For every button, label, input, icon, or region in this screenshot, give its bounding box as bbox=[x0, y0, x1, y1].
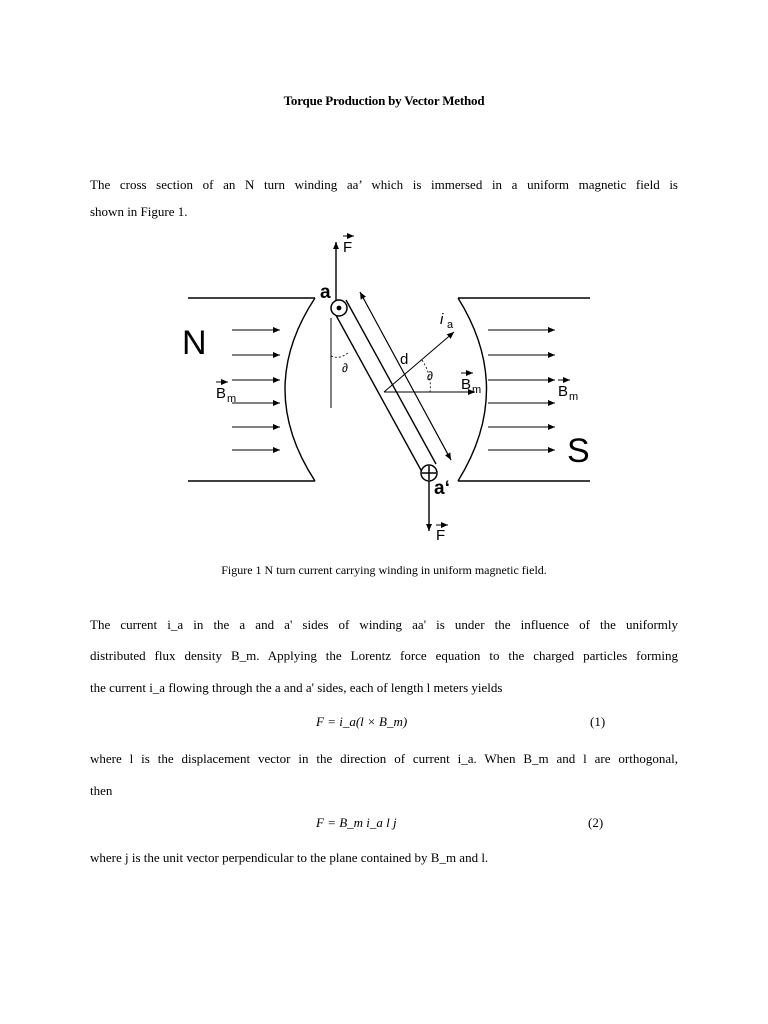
field-arrows-left bbox=[232, 330, 280, 450]
north-pole bbox=[188, 298, 315, 481]
svg-text:F: F bbox=[436, 527, 446, 544]
intro-line-2: shown in Figure 1. bbox=[90, 204, 188, 219]
svg-text:i: i bbox=[440, 311, 444, 328]
svg-text:B: B bbox=[461, 376, 472, 393]
label-south: S bbox=[567, 432, 590, 470]
label-flux-left bbox=[216, 382, 236, 405]
svg-text:m: m bbox=[472, 384, 482, 396]
label-flux-right bbox=[558, 380, 578, 403]
winding-aa bbox=[332, 300, 436, 472]
svg-text:B: B bbox=[558, 383, 569, 400]
svg-text:F: F bbox=[343, 239, 353, 256]
conductor-a-dot-icon bbox=[331, 300, 347, 316]
equation-2: F = B_m i_a l j bbox=[316, 815, 397, 830]
angle-arc-a bbox=[331, 352, 349, 357]
field-arrows-right bbox=[488, 330, 555, 450]
body-line-2: distributed flux density B_m. Applying the Lorentz force equation to the charged particles forming bbox=[90, 648, 678, 663]
svg-text:B: B bbox=[216, 385, 227, 402]
equation-1-number: (1) bbox=[590, 714, 606, 729]
label-flux-center bbox=[461, 373, 481, 396]
label-angle-center: ∂ bbox=[427, 369, 433, 383]
label-force-bottom bbox=[436, 525, 448, 544]
label-angle-a: ∂ bbox=[342, 361, 348, 375]
label-force-top bbox=[343, 236, 354, 256]
body-line-1: The current i_a in the a and a' sides of winding aa' is under the influence of the uniformly bbox=[90, 617, 678, 632]
label-a: a bbox=[320, 282, 331, 303]
page-title: Torque Production by Vector Method bbox=[283, 93, 485, 108]
figure-caption: Figure 1 N turn current carrying winding in uniform magnetic field. bbox=[221, 563, 547, 577]
body-line-6: where j is the unit vector perpendicular to the plane contained by B_m and l. bbox=[90, 850, 489, 865]
equation-2-number: (2) bbox=[588, 815, 604, 830]
label-current bbox=[440, 311, 454, 331]
svg-text:a: a bbox=[447, 319, 454, 331]
intro-paragraph bbox=[90, 169, 678, 227]
figure-1 bbox=[170, 228, 610, 548]
svg-text:m: m bbox=[227, 393, 237, 405]
body-line-5: then bbox=[90, 783, 113, 798]
label-a-prime: a‘ bbox=[434, 478, 450, 499]
body-line-3: the current i_a flowing through the a and a' sides, each of length l meters yields bbox=[90, 680, 503, 695]
distance-arrow-start bbox=[360, 292, 451, 460]
equation-1: F = i_a(l × B_m) bbox=[316, 714, 408, 729]
label-north: N bbox=[182, 324, 207, 362]
label-distance: d bbox=[400, 351, 409, 368]
current-vector bbox=[384, 332, 454, 392]
svg-text:m: m bbox=[569, 391, 579, 403]
intro-line-1: The cross section of an N turn winding aa’ which is immersed in a uniform magnetic field is bbox=[90, 177, 678, 192]
body-line-4: where l is the displacement vector in the direction of current i_a. When B_m and l are orthogonal, bbox=[90, 751, 678, 766]
